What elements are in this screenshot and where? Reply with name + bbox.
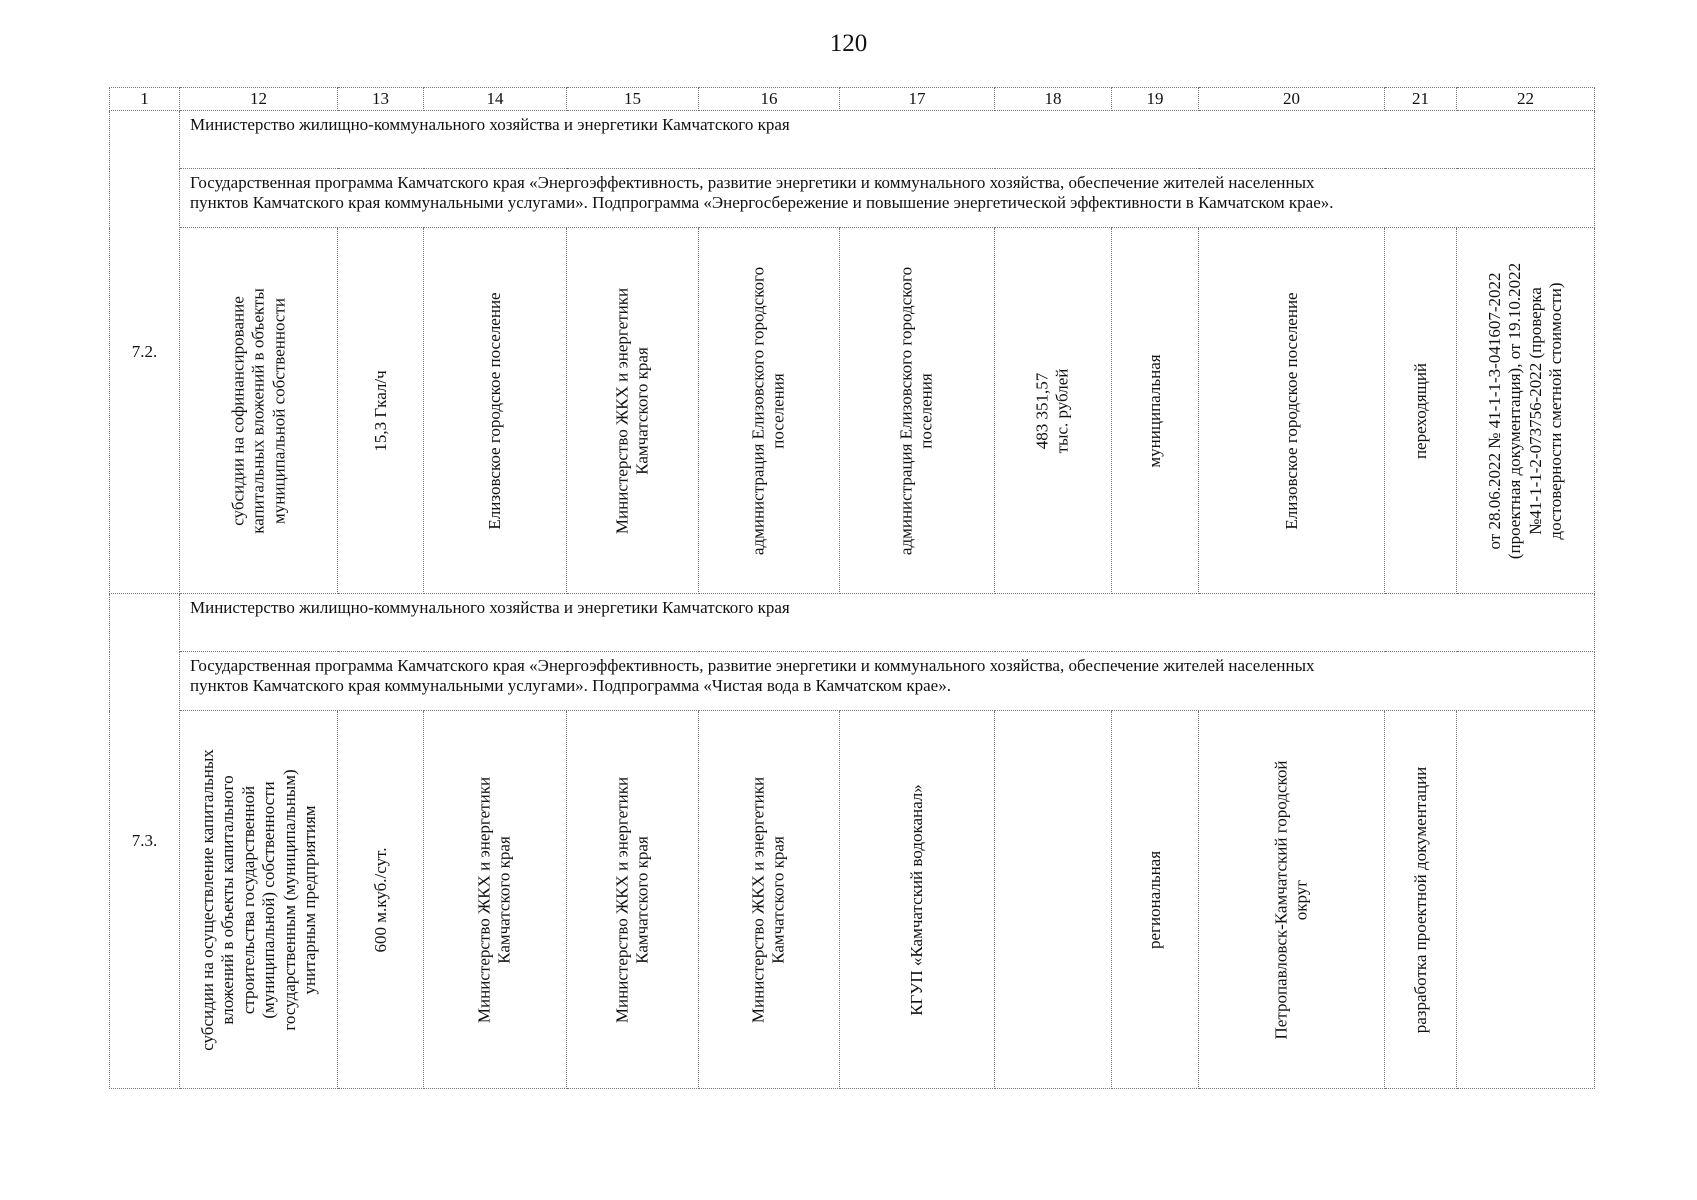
developer-cell [699,711,840,1089]
operator-cell [840,711,995,1089]
text-line: муниципальной собственности [268,297,288,524]
text-line: Камчатского края [769,835,788,964]
rotated-text [897,266,938,554]
program-row [110,652,1595,711]
column-number: 14 [424,88,567,111]
column-number: 21 [1385,88,1457,111]
text-line: 483 351,57 [1032,372,1052,449]
customer-cell [567,711,699,1089]
rotated-text [1271,760,1312,1039]
column-number: 19 [1112,88,1199,111]
text-line: строительства государственной [238,785,258,1014]
text-line: тыс. рублей [1053,368,1072,453]
program-line: Государственная программа Камчатского края «Энергоэффективность, развитие энергетики и коммунального хозяйства, обеспечение жителей населенных [190,173,1315,192]
program-row [110,169,1595,228]
text-line: Министерство ЖКХ и энергетики [612,776,632,1023]
rotated-text [1033,368,1074,453]
row-number: 7.3. [110,594,180,1089]
column-number: 17 [840,88,995,111]
ministry-name: Министерство жилищно-коммунального хозяйства и энергетики Камчатского края [180,594,1595,652]
text-line: переходящий [1410,362,1430,459]
text-line: администрация Елизовского городского [748,266,768,555]
text-line: 15,3 Гкал/ч [370,369,390,452]
developer-cell [699,228,840,594]
text-line: округ [1291,879,1311,920]
text-line: 600 м.куб./сут. [370,847,390,952]
column-number: 13 [338,88,424,111]
capacity-cell [338,228,424,594]
ministry-row [110,594,1595,652]
location-cell [424,228,567,594]
document-table [109,87,1595,1089]
column-header-row [110,88,1595,111]
text-line: вложений в объекты капитального [217,774,237,1025]
rotated-text [475,776,516,1022]
column-number: 1 [110,88,180,111]
text-line: от 28.06.2022 № 41-1-1-3-041607-2022 [1484,272,1504,549]
ministry-name: Министерство жилищно-коммунального хозяйства и энергетики Камчатского края [180,111,1595,169]
rotated-text [612,776,653,1022]
text-line: Министерство ЖКХ и энергетики [748,776,768,1023]
text-line: КГУП «Камчатский водоканал» [906,783,926,1016]
cost-cell [995,711,1112,1089]
program-name [180,652,1595,711]
operator-cell [840,228,995,594]
rotated-text [370,370,390,451]
detail-row [110,711,1595,1089]
text-line: (проектная документация), от 19.10.2022 [1505,262,1525,559]
text-line: Камчатского края [632,835,652,964]
status-cell [1385,711,1457,1089]
rotated-text [1145,354,1165,467]
text-line: региональная [1144,850,1164,949]
text-line: Министерство ЖКХ и энергетики [612,287,632,534]
text-line: Камчатского края [632,346,652,475]
rotated-text [197,749,319,1051]
location-cell [424,711,567,1089]
rotated-text [1145,850,1165,948]
capacity-cell [338,711,424,1089]
text-line: государственным (муниципальным) [278,768,298,1031]
column-number: 15 [567,88,699,111]
expertise-cell [1457,228,1595,594]
rotated-text [749,266,790,554]
text-line: унитарным предприятиям [299,804,319,995]
page-number: 120 [829,30,868,57]
status-cell [1385,228,1457,594]
row-number: 7.2. [110,111,180,594]
rotated-text [1281,292,1301,529]
ownership-cell [1112,228,1199,594]
program-name [180,169,1595,228]
text-line: поселения [917,372,936,449]
rotated-text [228,288,289,534]
territory-cell [1199,228,1385,594]
text-line: №41-1-1-2-073756-2022 (проверка [1525,286,1545,535]
text-line: администрация Елизовского городского [896,266,916,555]
text-line: (муниципальной) собственности [258,780,278,1019]
column-number: 18 [995,88,1112,111]
ownership-cell [1112,711,1199,1089]
text-line: Елизовское городское поселение [484,291,504,530]
text-line: разработка проектной документации [1410,766,1430,1033]
territory-cell [1199,711,1385,1089]
text-line: капитальных вложений в объекты [248,287,268,534]
column-number: 12 [180,88,338,111]
text-line: достоверности сметной стоимости) [1545,281,1565,540]
text-line: Камчатского края [495,835,514,964]
text-line: субсидии на софинансирование [227,295,247,526]
program-line: Государственная программа Камчатского края «Энергоэффективность, развитие энергетики и коммунального хозяйства, обеспечение жителей населенных [190,656,1315,675]
cost-cell [995,228,1112,594]
text-line: субсидии на осуществление капитальных [197,748,217,1051]
purpose-cell [180,228,338,594]
text-line: муниципальная [1144,353,1164,468]
text-line: Елизовское городское поселение [1281,291,1301,530]
rotated-text [749,776,790,1022]
text-line: поселения [769,372,788,449]
rotated-text [1485,262,1567,558]
program-line: пунктов Камчатского края коммунальными услугами». Подпрограмма «Чистая вода в Камчатском крае». [190,676,951,696]
text-line: Петропавловск-Камчатский городской [1271,760,1291,1039]
rotated-text [1410,362,1430,458]
detail-row [110,228,1595,594]
ministry-row [110,111,1595,169]
purpose-cell [180,711,338,1089]
rotated-text [485,292,505,529]
text-line: Министерство ЖКХ и энергетики [474,776,494,1023]
column-number: 22 [1457,88,1595,111]
rotated-text [907,784,927,1016]
expertise-cell [1457,711,1595,1089]
column-number: 16 [699,88,840,111]
rotated-text [1410,766,1430,1033]
customer-cell [567,228,699,594]
rotated-text [612,287,653,533]
program-line: пунктов Камчатского края коммунальными услугами». Подпрограмма «Энергосбережение и повышение энергетической эффективности в Камчатском крае». [190,193,1334,213]
rotated-text [370,847,390,952]
column-number: 20 [1199,88,1385,111]
